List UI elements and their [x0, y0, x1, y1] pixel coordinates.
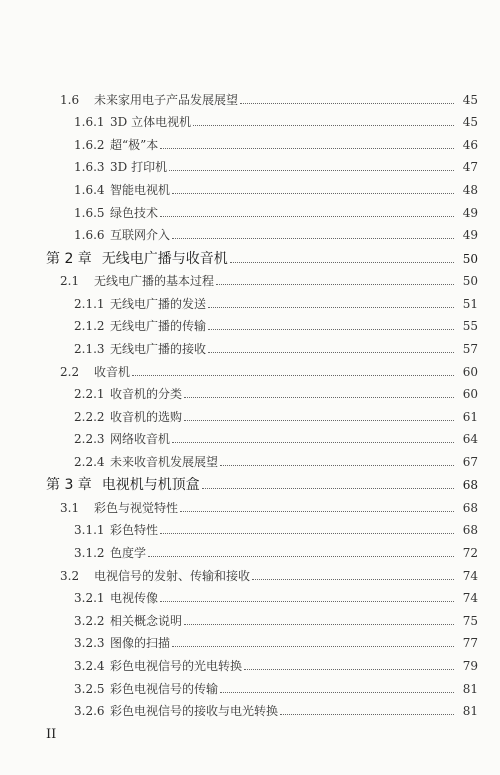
entry-number: 2.2.2: [74, 409, 105, 424]
entry-number: 3.2.1: [74, 591, 105, 606]
entry-page-number: 74: [462, 591, 478, 606]
entry-page-number: 68: [462, 500, 478, 515]
toc-subsection-entry: [0, 154, 500, 177]
leader-dots: [244, 669, 454, 670]
toc-section-entry: [0, 494, 500, 517]
leader-dots: [208, 352, 454, 353]
toc-subsection-entry: [0, 426, 500, 449]
leader-dots: [160, 533, 454, 534]
toc-subsection-entry: [0, 698, 500, 721]
leader-dots: [220, 692, 454, 693]
entry-page-number: 61: [462, 409, 478, 424]
entry-title: 电视信号的发射、传输和接收: [94, 568, 251, 583]
entry-number: 3.1.1: [74, 523, 105, 538]
entry-number: 1.6.6: [74, 228, 105, 243]
toc-subsection-entry: [0, 313, 500, 336]
leader-dots: [172, 193, 454, 194]
entry-number: 1.6.2: [74, 137, 105, 152]
entry-title: 智能电视机: [110, 182, 171, 197]
toc-section-entry: [0, 268, 500, 291]
entry-page-number: 77: [462, 636, 478, 651]
leader-dots: [160, 148, 454, 149]
leader-dots: [230, 262, 454, 263]
entry-number: 1.6.4: [74, 182, 105, 197]
entry-number: 2.2.1: [74, 387, 105, 402]
leader-dots: [184, 420, 454, 421]
toc-section-entry: [0, 358, 500, 381]
entry-title: 彩色电视信号的传输: [110, 681, 219, 696]
entry-number: 第 3 章: [46, 477, 92, 494]
entry-title: 3D 立体电视机: [110, 115, 192, 130]
toc-subsection-entry: [0, 539, 500, 562]
entry-title: 无线电广播的接收: [110, 341, 207, 356]
entry-title: 彩色与视觉特性: [94, 500, 179, 515]
toc-subsection-entry: [0, 517, 500, 540]
entry-page-number: 81: [462, 681, 478, 696]
entry-title: 彩色电视信号的接收与电光转换: [110, 704, 279, 719]
toc-subsection-entry: [0, 335, 500, 358]
leader-dots: [240, 103, 454, 104]
entry-number: 1.6.5: [74, 205, 105, 220]
toc-chapter-entry: [0, 244, 500, 267]
entry-title: 收音机: [94, 364, 131, 379]
entry-number: 2.1.1: [74, 296, 105, 311]
toc-subsection-entry: [0, 652, 500, 675]
entry-page-number: 57: [462, 341, 478, 356]
entry-title: 网络收音机: [110, 432, 171, 447]
entry-page-number: 79: [462, 659, 478, 674]
entry-page-number: 49: [462, 228, 478, 243]
entry-number: 2.1: [60, 274, 80, 289]
toc-section-entry: [0, 86, 500, 109]
entry-page-number: 45: [462, 92, 478, 107]
entry-title: 无线电广播的发送: [110, 296, 207, 311]
page-folio: II: [46, 727, 57, 742]
toc-section-entry: [0, 562, 500, 585]
entry-page-number: 50: [462, 274, 478, 289]
entry-number: 2.1.3: [74, 341, 105, 356]
leader-dots: [180, 511, 454, 512]
entry-title: 电视传像: [110, 591, 159, 606]
entry-number: 3.2.3: [74, 636, 105, 651]
toc-subsection-entry: [0, 381, 500, 404]
table-of-contents: [0, 86, 500, 720]
entry-page-number: 81: [462, 704, 478, 719]
toc-chapter-entry: [0, 471, 500, 494]
entry-number: 3.2.5: [74, 681, 105, 696]
leader-dots: [148, 556, 454, 557]
toc-subsection-entry: [0, 585, 500, 608]
entry-number: 3.2.2: [74, 613, 105, 628]
toc-subsection-entry: [0, 403, 500, 426]
entry-title: 收音机的分类: [110, 387, 183, 402]
leader-dots: [202, 488, 454, 489]
entry-title: 3D 打印机: [110, 160, 168, 175]
entry-number: 3.2.4: [74, 659, 105, 674]
entry-number: 3.2: [60, 568, 80, 583]
entry-title: 互联网介入: [110, 228, 171, 243]
entry-title: 收音机的选购: [110, 409, 183, 424]
entry-page-number: 50: [462, 251, 478, 266]
entry-page-number: 60: [462, 364, 478, 379]
leader-dots: [193, 125, 454, 126]
leader-dots: [160, 216, 454, 217]
entry-page-number: 72: [462, 546, 478, 561]
entry-page-number: 49: [462, 205, 478, 220]
leader-dots: [184, 397, 454, 398]
toc-subsection-entry: [0, 222, 500, 245]
leader-dots: [132, 375, 454, 376]
leader-dots: [252, 579, 454, 580]
entry-title: 绿色技术: [110, 205, 159, 220]
entry-title: 图像的扫描: [110, 636, 171, 651]
leader-dots: [216, 284, 454, 285]
entry-number: 1.6.1: [74, 115, 105, 130]
leader-dots: [184, 624, 454, 625]
entry-title: 未来家用电子产品发展展望: [94, 92, 239, 107]
leader-dots: [208, 329, 454, 330]
entry-page-number: 48: [462, 182, 478, 197]
leader-dots: [172, 238, 454, 239]
leader-dots: [169, 170, 454, 171]
entry-page-number: 47: [462, 160, 478, 175]
entry-title: 相关概念说明: [110, 613, 183, 628]
entry-page-number: 68: [462, 523, 478, 538]
toc-subsection-entry: [0, 176, 500, 199]
entry-title: 色度学: [110, 546, 147, 561]
toc-subsection-entry: [0, 290, 500, 313]
leader-dots: [280, 714, 454, 715]
leader-dots: [208, 307, 454, 308]
toc-subsection-entry: [0, 607, 500, 630]
entry-number: 2.2: [60, 364, 80, 379]
entry-title: 无线电广播的传输: [110, 319, 207, 334]
entry-number: 3.2.6: [74, 704, 105, 719]
toc-subsection-entry: [0, 675, 500, 698]
toc-subsection-entry: [0, 448, 500, 471]
entry-page-number: 74: [462, 568, 478, 583]
entry-page-number: 75: [462, 613, 478, 628]
entry-page-number: 60: [462, 387, 478, 402]
entry-number: 第 2 章: [46, 250, 92, 267]
entry-page-number: 67: [462, 454, 478, 469]
entry-title: 无线电广播与收音机: [101, 250, 228, 267]
entry-page-number: 55: [462, 319, 478, 334]
entry-title: 无线电广播的基本过程: [94, 274, 215, 289]
leader-dots: [220, 465, 454, 466]
entry-number: 2.2.3: [74, 432, 105, 447]
entry-title: 彩色特性: [110, 523, 159, 538]
toc-subsection-entry: [0, 199, 500, 222]
entry-page-number: 46: [462, 137, 478, 152]
entry-page-number: 64: [462, 432, 478, 447]
entry-page-number: 68: [462, 478, 478, 493]
entry-number: 2.2.4: [74, 454, 105, 469]
entry-title: 彩色电视信号的光电转换: [110, 659, 243, 674]
toc-subsection-entry: [0, 630, 500, 653]
entry-number: 1.6.3: [74, 160, 105, 175]
entry-number: 3.1: [60, 500, 80, 515]
entry-number: 3.1.2: [74, 546, 105, 561]
entry-title: 未来收音机发展展望: [110, 454, 219, 469]
leader-dots: [172, 646, 454, 647]
entry-number: 1.6: [60, 92, 80, 107]
leader-dots: [172, 442, 454, 443]
entry-title: 电视机与机顶盒: [101, 477, 200, 494]
entry-number: 2.1.2: [74, 319, 105, 334]
leader-dots: [160, 601, 454, 602]
entry-page-number: 45: [462, 115, 478, 130]
entry-page-number: 51: [462, 296, 478, 311]
entry-title: 超“极”本: [110, 137, 159, 152]
toc-subsection-entry: [0, 131, 500, 154]
toc-subsection-entry: [0, 109, 500, 132]
